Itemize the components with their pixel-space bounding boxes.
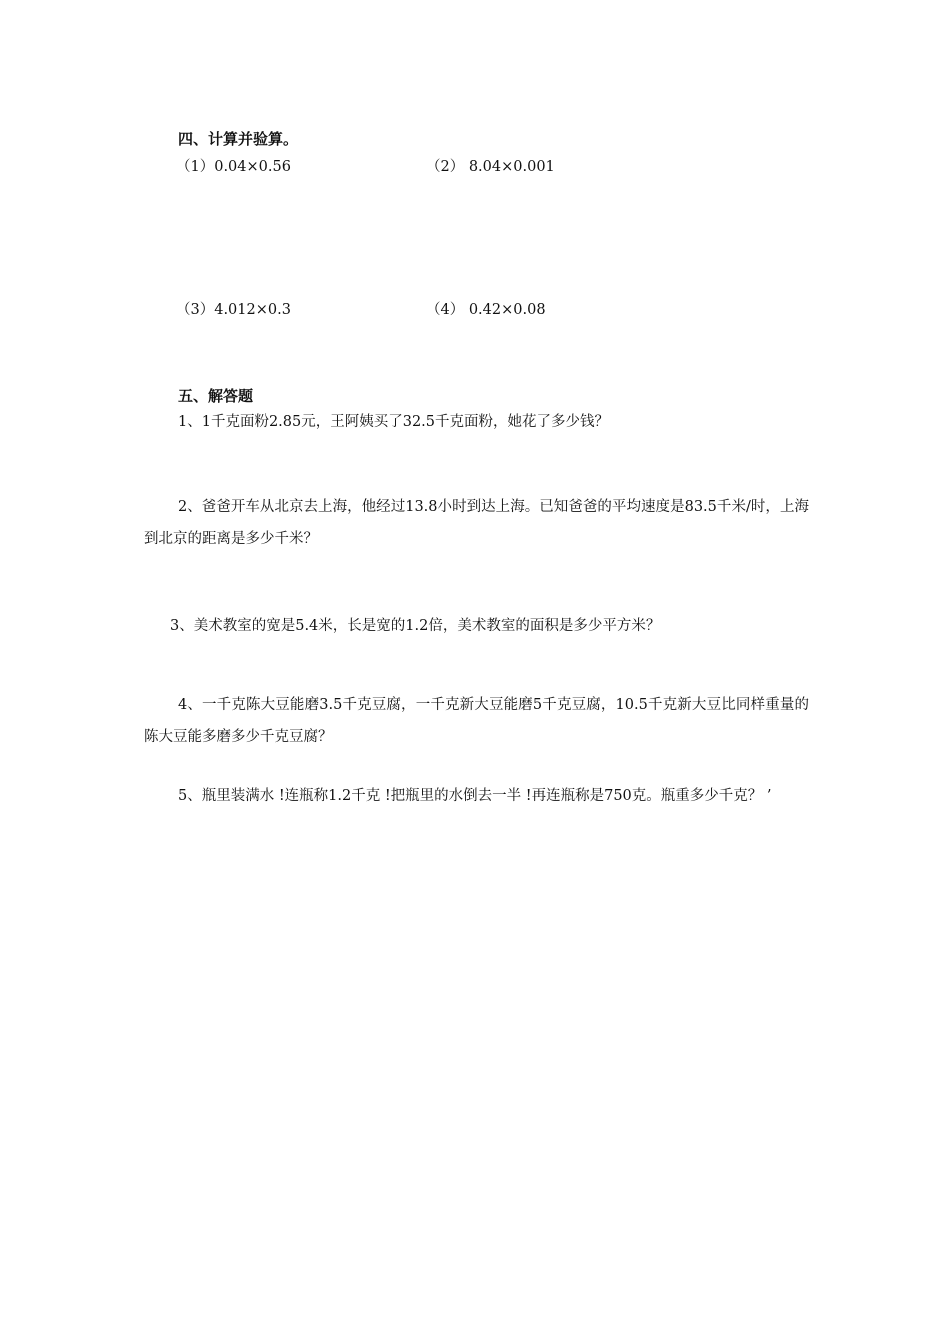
section-4-title: 四、计算并验算。 — [178, 130, 299, 148]
calc-problem-1: （1）0.04×0.56 — [176, 159, 291, 175]
word-problem-4: 4、一千克陈大豆能磨3.5千克豆腐，一千克新大豆能磨5千克豆腐，10.5千克新大豆比同样重量的陈大豆能多磨多少千克豆腐？ — [144, 697, 809, 745]
word-problem-5: 5、瓶里装满水 !连瓶称1.2千克 !把瓶里的水倒去一半 !再连瓶称是750克。瓶重多少千克？ ’ — [178, 788, 772, 804]
word-problem-1: 1、1千克面粉2.85元，王阿姨买了32.5千克面粉，她花了多少钱？ — [178, 414, 610, 430]
calc-problem-4: （4） 0.42×0.08 — [426, 302, 546, 318]
section-5-title: 五、解答题 — [178, 387, 254, 405]
calc-problem-3: （3）4.012×0.3 — [176, 302, 291, 318]
word-problem-2: 2、爸爸开车从北京去上海，他经过13.8小时到达上海。已知爸爸的平均速度是83.5千米/时，上海到北京的距离是多少千米？ — [144, 499, 809, 547]
word-problem-3: 3、美术教室的宽是5.4米，长是宽的1.2倍，美术教室的面积是多少平方米？ — [170, 618, 661, 634]
calc-problem-2: （2） 8.04×0.001 — [426, 159, 555, 175]
